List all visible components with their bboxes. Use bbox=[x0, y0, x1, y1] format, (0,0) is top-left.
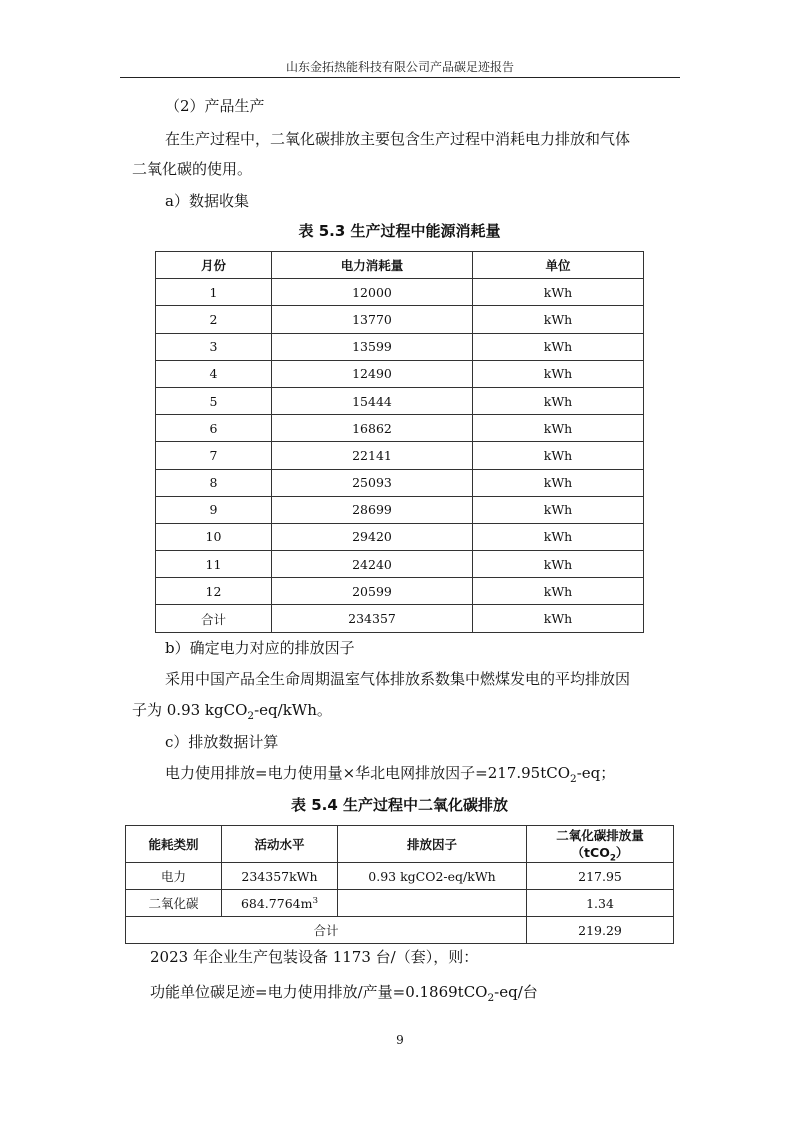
cell-month: 8 bbox=[156, 469, 272, 496]
col-header-category: 能耗类别 bbox=[126, 826, 222, 863]
cell-consumption: 13770 bbox=[272, 306, 473, 333]
equipment-line: 2023 年企业生产包装设备 1173 台/（套），则： bbox=[150, 948, 479, 966]
cell-unit: kWh bbox=[473, 415, 644, 442]
cell-activity: $684.7764m^3$ bbox=[222, 890, 338, 917]
cell-consumption: 29420 bbox=[272, 523, 473, 550]
table-row bbox=[156, 387, 644, 414]
cell-consumption: 25093 bbox=[272, 469, 473, 496]
cell-unit: kWh bbox=[473, 578, 644, 605]
table-5-4-caption: 表 5.4 生产过程中二氧化碳排放 bbox=[290, 796, 509, 814]
total-label: 合计 bbox=[126, 917, 527, 944]
table-row bbox=[156, 605, 644, 632]
cell-month: 10 bbox=[156, 523, 272, 550]
cell-unit: kWh bbox=[473, 523, 644, 550]
cell-unit: kWh bbox=[473, 279, 644, 306]
cell-unit: kWh bbox=[473, 496, 644, 523]
table-row bbox=[156, 442, 644, 469]
cell-consumption: 13599 bbox=[272, 333, 473, 360]
table-header-row bbox=[156, 252, 644, 279]
cell-unit: kWh bbox=[473, 360, 644, 387]
cell-emission: 217.95 bbox=[527, 863, 674, 890]
cell-month: 3 bbox=[156, 333, 272, 360]
cell-consumption: 12000 bbox=[272, 279, 473, 306]
total-value: 219.29 bbox=[527, 917, 674, 944]
energy-table-body bbox=[156, 279, 644, 632]
table-row bbox=[156, 578, 644, 605]
cell-month: 9 bbox=[156, 496, 272, 523]
subsection-b: b）确定电力对应的排放因子 bbox=[165, 639, 355, 657]
col-header-factor: 排放因子 bbox=[338, 826, 527, 863]
col-header-emission: 二氧化碳排放量 （tCO$_2$） bbox=[527, 826, 674, 863]
cell-month: 合计 bbox=[156, 605, 272, 632]
cell-month: 11 bbox=[156, 551, 272, 578]
subsection-c: c）排放数据计算 bbox=[165, 733, 279, 751]
cell-month: 7 bbox=[156, 442, 272, 469]
table-row bbox=[156, 360, 644, 387]
table-row bbox=[156, 551, 644, 578]
cell-factor: 0.93 kgCO2-eq/kWh bbox=[338, 863, 527, 890]
cell-consumption: 24240 bbox=[272, 551, 473, 578]
subsection-a: a）数据收集 bbox=[165, 192, 249, 210]
col-header-month: 月份 bbox=[156, 252, 272, 279]
intro-line-2: 二氧化碳的使用。 bbox=[132, 160, 253, 178]
cell-month: 5 bbox=[156, 387, 272, 414]
col-header-consumption: 电力消耗量 bbox=[272, 252, 473, 279]
cell-month: 1 bbox=[156, 279, 272, 306]
cell-unit: kWh bbox=[473, 551, 644, 578]
cell-factor bbox=[338, 890, 527, 917]
col-header-unit: 单位 bbox=[473, 252, 644, 279]
cell-unit: kWh bbox=[473, 387, 644, 414]
page-number: 9 bbox=[396, 1033, 404, 1047]
cell-consumption: 28699 bbox=[272, 496, 473, 523]
cell-consumption: 20599 bbox=[272, 578, 473, 605]
intro-line-1: 在生产过程中，二氧化碳排放主要包含生产过程中消耗电力排放和气体 bbox=[165, 130, 631, 148]
table-header-row bbox=[126, 826, 674, 863]
cell-consumption: 15444 bbox=[272, 387, 473, 414]
col-header-activity: 活动水平 bbox=[222, 826, 338, 863]
table-row bbox=[156, 333, 644, 360]
cell-month: 4 bbox=[156, 360, 272, 387]
table-row bbox=[156, 306, 644, 333]
cell-consumption: 16862 bbox=[272, 415, 473, 442]
table-row bbox=[156, 523, 644, 550]
cell-unit: kWh bbox=[473, 442, 644, 469]
cell-activity: 234357kWh bbox=[222, 863, 338, 890]
table-row bbox=[156, 279, 644, 306]
table-5-3-caption: 表 5.3 生产过程中能源消耗量 bbox=[298, 222, 501, 240]
header-divider bbox=[120, 77, 680, 78]
cell-consumption: 22141 bbox=[272, 442, 473, 469]
table-row bbox=[156, 415, 644, 442]
cell-unit: kWh bbox=[473, 333, 644, 360]
cell-consumption: 12490 bbox=[272, 360, 473, 387]
cell-unit: kWh bbox=[473, 306, 644, 333]
factor-line-1: 采用中国产品全生命周期温室气体排放系数集中燃煤发电的平均排放因 bbox=[165, 670, 631, 688]
co2-emission-table bbox=[125, 825, 674, 944]
table-row bbox=[156, 469, 644, 496]
cell-unit: kWh bbox=[473, 469, 644, 496]
energy-consumption-table bbox=[155, 251, 644, 633]
section-title: （2）产品生产 bbox=[165, 97, 265, 115]
factor-line-2: 子为 0.93 kgCO$_2$-eq/kWh。 bbox=[132, 701, 332, 722]
cell-month: 6 bbox=[156, 415, 272, 442]
cell-consumption: 234357 bbox=[272, 605, 473, 632]
cell-month: 12 bbox=[156, 578, 272, 605]
cell-month: 2 bbox=[156, 306, 272, 333]
cell-emission: 1.34 bbox=[527, 890, 674, 917]
cell-category: 二氧化碳 bbox=[126, 890, 222, 917]
page-header: 山东金拓热能科技有限公司产品碳足迹报告 bbox=[285, 60, 514, 74]
table-row bbox=[126, 863, 674, 890]
functional-unit-line: 功能单位碳足迹=电力使用排放/产量=0.1869tCO$_2$-eq/台 bbox=[150, 983, 538, 1004]
calculation-line: 电力使用排放=电力使用量×华北电网排放因子=217.95tCO$_2$-eq； bbox=[165, 764, 616, 785]
table-total-row bbox=[126, 917, 674, 944]
table-row bbox=[126, 890, 674, 917]
table-row bbox=[156, 496, 644, 523]
cell-category: 电力 bbox=[126, 863, 222, 890]
cell-unit: kWh bbox=[473, 605, 644, 632]
